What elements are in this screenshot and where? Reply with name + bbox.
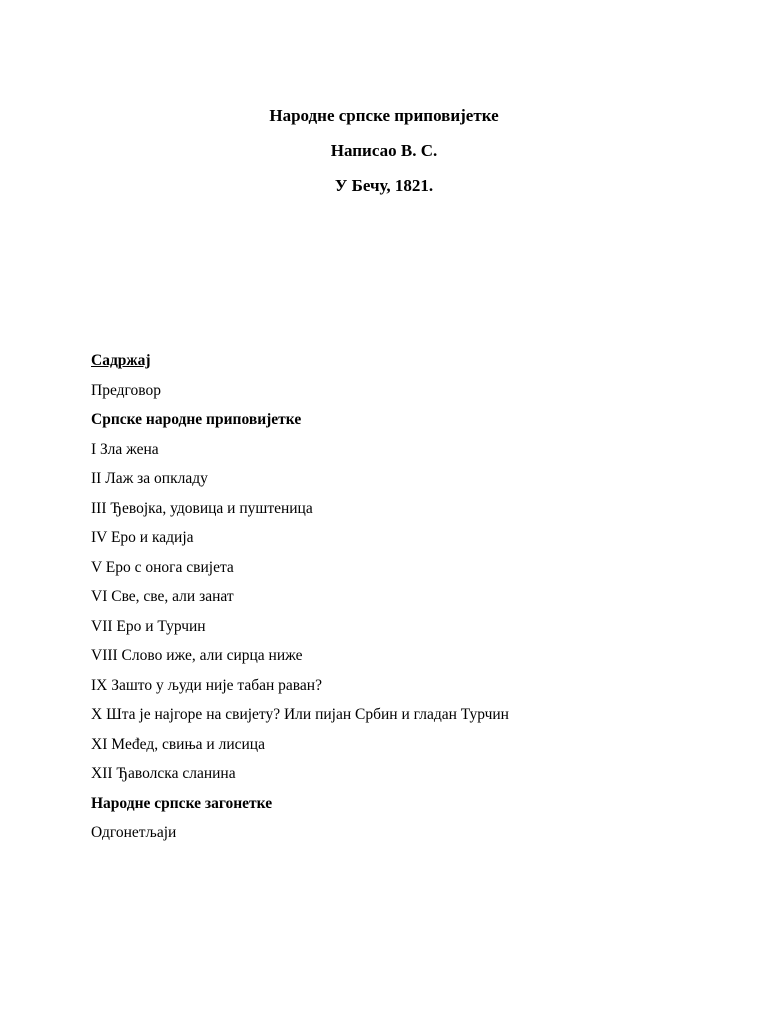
toc-section-riddles: Народне српске загонетке (91, 794, 273, 812)
title-block (0, 103, 768, 208)
author-line: Написао В. С. (330, 141, 438, 160)
toc-item: VII Еро и Турчин (91, 617, 206, 635)
toc-item: VIII Слово иже, али сирца ниже (91, 647, 303, 664)
toc-item: XI Međед, свиња и лисица (91, 735, 265, 753)
toc-item: VI Све, све, али занат (91, 588, 234, 605)
toc-item: XII Ђаволска сланина (91, 765, 236, 782)
toc-item: IX Зашто у људи није табан раван? (91, 676, 322, 694)
toc-item: IV Еро и кадија (91, 529, 194, 546)
toc-item: I Зла жена (91, 440, 159, 458)
toc-item-preface: Предговор (91, 381, 161, 399)
toc-item: II Лаж за опкладу (91, 470, 208, 487)
toc-item: III Ђевојка, удовица и пуштеница (91, 499, 313, 517)
toc-item-answers: Одгонетљаји (91, 824, 177, 841)
book-title: Народне српске приповијетке (269, 106, 499, 125)
toc-heading: Садржај (91, 352, 151, 369)
publication-line: У Бечу, 1821. (334, 176, 434, 195)
toc-section-stories: Српске народне приповијетке (91, 411, 302, 428)
toc-item: X Шта је најгоре на свијету? Или пијан Србин и гладан Турчин (91, 706, 509, 723)
toc-item: V Еро с онога свијета (91, 558, 234, 576)
table-of-contents (91, 348, 731, 850)
